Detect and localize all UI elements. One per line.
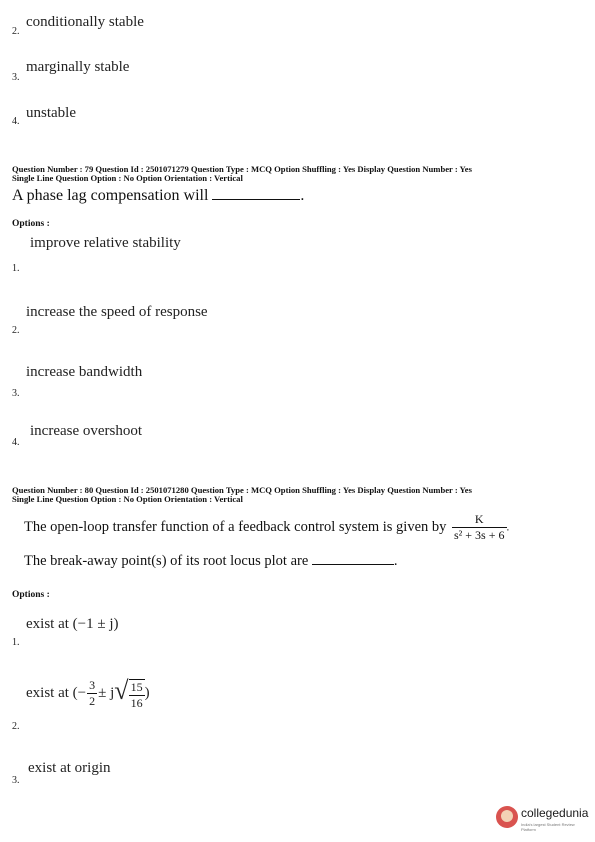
option-text: increase bandwidth <box>26 364 143 380</box>
answer-blank <box>212 199 300 200</box>
option-text: exist at (−1 ± j) <box>26 616 119 632</box>
question-stem: The open-loop transfer function of a feedback control system is given by <box>24 519 447 535</box>
question-text <box>24 512 509 543</box>
option-number: 4. <box>12 116 20 127</box>
fraction <box>87 678 97 709</box>
sqrt-denominator: 16 <box>130 696 143 710</box>
option-text: unstable <box>26 105 76 121</box>
options-label: Options : <box>12 219 50 229</box>
question-meta <box>12 165 472 183</box>
question-meta-line: Single Line Question Option : No Option Orientation : Vertical <box>12 494 243 504</box>
option-number: 3. <box>12 775 20 786</box>
transfer-function <box>452 512 506 543</box>
options-label: Options : <box>12 590 50 600</box>
option-text: increase overshoot <box>30 423 143 439</box>
fraction-numerator: 3 <box>89 678 96 692</box>
square-root <box>114 676 144 711</box>
option-number: 1. <box>12 637 20 648</box>
collegedunia-logo <box>496 804 590 832</box>
option-text: improve relative stability <box>30 235 181 251</box>
question-end: . <box>393 553 398 569</box>
radical-icon: √ <box>114 676 129 705</box>
option-text: marginally stable <box>26 59 130 75</box>
tf-denominator: s² + 3s + 6 <box>454 528 505 542</box>
option-number: 2. <box>12 325 20 336</box>
fraction-denominator: 2 <box>89 694 96 708</box>
question-meta <box>12 486 472 504</box>
logo-brand: collegedunia <box>521 806 589 820</box>
option-number: 3. <box>12 388 20 399</box>
question-meta-line: Question Number : 80 Question Id : 2501071280 Question Type : MCQ Option Shuffling : Yes Display Question Number : Yes <box>12 485 472 495</box>
question-text <box>12 187 304 205</box>
option-text: increase the speed of response <box>26 304 208 320</box>
question-text-2 <box>24 553 398 570</box>
logo-face-icon <box>501 810 513 822</box>
option-number: 1. <box>12 263 20 274</box>
question-stem: A phase lag compensation will <box>12 187 209 204</box>
option-number: 2. <box>12 721 20 732</box>
sqrt-numerator: 15 <box>130 680 143 694</box>
option-suffix: ) <box>144 685 150 701</box>
option-number: 2. <box>12 26 20 37</box>
option-number: 4. <box>12 437 20 448</box>
question-end: . <box>300 187 305 204</box>
option-text: exist at origin <box>28 760 111 776</box>
logo-tagline: India's largest Student Review Platform <box>521 822 575 832</box>
tf-numerator: K <box>474 512 484 526</box>
option-number: 3. <box>12 72 20 83</box>
tf-end: . <box>506 521 510 534</box>
plus-minus-j: ± j <box>98 685 115 701</box>
question-stem-2: The break-away point(s) of its root locus plot are <box>24 553 309 569</box>
answer-blank <box>312 564 394 565</box>
question-meta-line: Single Line Question Option : No Option Orientation : Vertical <box>12 173 243 183</box>
option-prefix: exist at (− <box>26 685 87 701</box>
option-text: conditionally stable <box>26 14 144 30</box>
sqrt-fraction <box>129 679 145 711</box>
question-meta-line: Question Number : 79 Question Id : 2501071279 Question Type : MCQ Option Shuffling : Yes Display Question Number : Yes <box>12 164 472 174</box>
option-math <box>26 676 150 711</box>
